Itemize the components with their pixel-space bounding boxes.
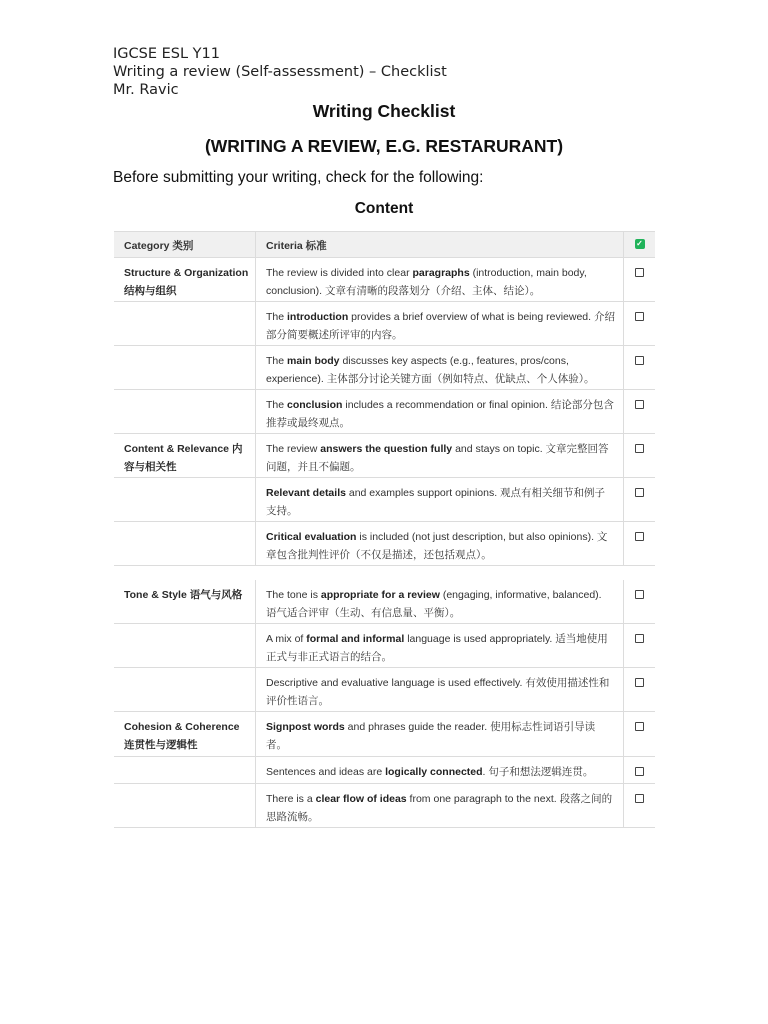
criteria-cell <box>255 522 624 565</box>
check-cell <box>624 522 655 565</box>
criteria-cell <box>255 712 624 756</box>
criteria-keyword: logically connected <box>385 766 483 778</box>
check-cell <box>624 668 655 711</box>
criteria-text: includes a recommendation or final opinion. 结论部分包含推荐或最终观点。 <box>266 399 614 429</box>
criteria-header: Criteria 标准 <box>255 232 624 257</box>
category-cell <box>114 390 255 433</box>
teacher-name: Mr. Ravic <box>113 82 179 98</box>
category-cell <box>114 478 255 521</box>
criteria-text: A mix of <box>266 633 307 645</box>
table-row <box>114 478 655 522</box>
criteria-text: The tone is <box>266 589 321 601</box>
checkbox[interactable] <box>635 794 644 803</box>
category-cell <box>114 302 255 345</box>
criteria-keyword: conclusion <box>287 399 343 411</box>
criteria-text: and phrases guide the reader. 使用标志性词语引导读者。 <box>266 721 596 751</box>
category-cell: Structure & Organization 结构与组织 <box>124 267 249 297</box>
criteria-keyword: introduction <box>287 311 349 323</box>
category-cell <box>114 784 255 827</box>
category-cell <box>114 668 255 711</box>
table-row <box>114 434 655 478</box>
criteria-text: The review is divided into clear <box>266 267 413 279</box>
category-cell: Content & Relevance 内容与相关性 <box>124 443 243 473</box>
check-cell <box>624 434 655 477</box>
criteria-keyword: Critical evaluation <box>266 531 357 543</box>
criteria-keyword: Signpost words <box>266 721 345 733</box>
criteria-text: Descriptive and evaluative language is used effectively. 有效使用描述性和评价性语言。 <box>266 677 610 707</box>
category-cell <box>114 757 255 783</box>
section-title: Content <box>354 200 414 217</box>
criteria-cell <box>255 302 624 345</box>
assignment-label: Writing a review (Self-assessment) – Checklist <box>113 64 447 80</box>
criteria-text: The <box>266 311 288 323</box>
category-header: Category 类别 <box>124 240 194 252</box>
criteria-text: discusses key aspects (e.g., features, pros/cons, experience). 主体部分讨论关键方面（例如特点、优缺点、个人体验）。 <box>266 355 595 385</box>
table-row <box>114 712 655 757</box>
checklist-table-part-2 <box>114 580 655 828</box>
criteria-keyword: appropriate for a review <box>320 589 440 601</box>
checkbox[interactable] <box>635 767 644 776</box>
criteria-text: Sentences and ideas are <box>266 766 386 778</box>
check-cell <box>624 784 655 827</box>
criteria-text: The <box>266 399 288 411</box>
checklist-table-part-1 <box>114 231 655 566</box>
criteria-cell <box>255 390 624 433</box>
category-cell: Cohesion & Coherence 连贯性与逻辑性 <box>124 721 240 751</box>
check-cell <box>624 302 655 345</box>
checked-checkbox-icon[interactable]: ✓ <box>636 239 643 248</box>
check-cell <box>624 390 655 433</box>
checkbox[interactable] <box>635 590 644 599</box>
check-cell <box>624 624 655 667</box>
criteria-text: The review <box>266 443 321 455</box>
check-cell <box>624 757 655 783</box>
criteria-cell <box>255 434 624 477</box>
criteria-keyword: main body <box>287 355 340 367</box>
table-row <box>114 346 655 390</box>
checkbox[interactable] <box>635 312 644 321</box>
criteria-cell <box>255 478 624 521</box>
criteria-cell <box>255 784 624 827</box>
check-cell <box>624 712 655 756</box>
checkbox[interactable] <box>635 400 644 409</box>
criteria-text: from one paragraph to the next. 段落之间的思路流畅。 <box>266 793 613 823</box>
checkbox[interactable] <box>635 488 644 497</box>
criteria-text: (introduction, main body, conclusion). 文章有清晰的段落划分（介绍、主体、结论）。 <box>266 267 587 297</box>
document-header <box>113 45 447 99</box>
page-title: Writing Checklist <box>312 101 456 121</box>
check-cell <box>624 346 655 389</box>
category-cell <box>114 522 255 565</box>
criteria-cell <box>255 346 624 389</box>
checkbox[interactable] <box>635 268 644 277</box>
category-cell <box>114 346 255 389</box>
table-row <box>114 668 655 712</box>
criteria-text: (engaging, informative, balanced). 语气适合评审（生动、有信息量、平衡）。 <box>266 589 602 619</box>
criteria-text: . 句子和想法逻辑连贯。 <box>482 766 594 778</box>
criteria-text: There is a <box>266 793 316 805</box>
criteria-text: The <box>266 355 288 367</box>
criteria-text: provides a brief overview of what is being reviewed. 介绍部分简要概述所评审的内容。 <box>266 311 615 341</box>
table-row <box>114 302 655 346</box>
checkbox[interactable] <box>635 532 644 541</box>
checkbox[interactable] <box>635 722 644 731</box>
intro-text: Before submitting your writing, check for the following: <box>113 169 484 186</box>
checkbox[interactable] <box>635 678 644 687</box>
course-label: IGCSE ESL Y11 <box>113 46 220 62</box>
criteria-cell <box>255 258 624 301</box>
criteria-cell <box>255 668 624 711</box>
checkbox[interactable] <box>635 634 644 643</box>
criteria-cell <box>255 757 624 783</box>
check-cell <box>624 258 655 301</box>
criteria-text: and stays on topic. 文章完整回答问题，并且不偏题。 <box>266 443 609 473</box>
check-cell <box>624 580 655 623</box>
criteria-text: and examples support opinions. 观点有相关细节和例子支持。 <box>266 487 606 517</box>
criteria-keyword: paragraphs <box>412 267 470 279</box>
table-row <box>114 522 655 566</box>
criteria-text: language is used appropriately. 适当地使用正式与非正式语言的结合。 <box>266 633 608 663</box>
criteria-cell <box>255 624 624 667</box>
criteria-keyword: answers the question fully <box>320 443 453 455</box>
table-header-row <box>114 231 655 258</box>
criteria-text: is included (not just description, but also opinions). 文章包含批判性评价（不仅是描述，还包括观点）。 <box>266 531 608 561</box>
criteria-keyword: formal and informal <box>306 633 405 645</box>
category-cell <box>114 624 255 667</box>
criteria-keyword: clear flow of ideas <box>315 793 407 805</box>
table-row <box>114 624 655 668</box>
table-row <box>114 258 655 302</box>
criteria-keyword: Relevant details <box>266 487 346 499</box>
criteria-cell <box>255 580 624 623</box>
table-row <box>114 784 655 828</box>
table-row <box>114 390 655 434</box>
checkbox[interactable] <box>635 356 644 365</box>
table-row <box>114 757 655 784</box>
page-subtitle: (WRITING A REVIEW, E.G. RESTARURANT) <box>204 136 564 156</box>
table-row <box>114 580 655 624</box>
check-header <box>624 232 655 257</box>
checkbox[interactable] <box>635 444 644 453</box>
category-cell: Tone & Style 语气与风格 <box>124 589 243 601</box>
check-cell <box>624 478 655 521</box>
